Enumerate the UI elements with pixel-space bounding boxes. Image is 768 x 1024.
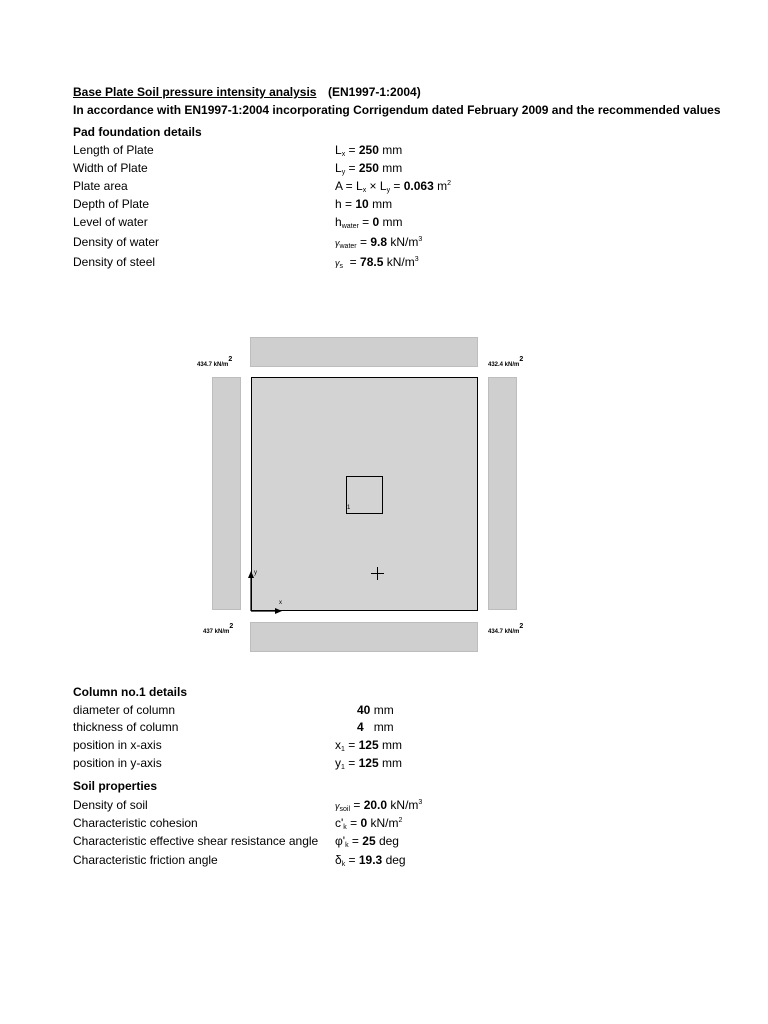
pressure-bar-left <box>212 377 241 610</box>
corner-pressure-bottom-left: 437 kN/m2 <box>203 623 234 635</box>
label-width: Width of Plate <box>73 161 148 175</box>
label-soil-density: Density of soil <box>73 798 148 812</box>
standard-ref: (EN1997-1:2004) <box>328 85 421 99</box>
value-friction-angle: $\delta_k = 19.3$ deg <box>335 853 406 868</box>
value-water-level: $h_{water} = 0$ mm <box>335 215 403 230</box>
label-water-level: Level of water <box>73 215 148 229</box>
label-length: Length of Plate <box>73 143 154 157</box>
pressure-bar-bottom <box>250 622 478 652</box>
soil-heading: Soil properties <box>73 779 158 793</box>
value-soil-density: $\gamma_{soil} = 20.0$ $kN/m^3$ <box>335 798 423 813</box>
pressure-bar-top <box>250 337 478 367</box>
label-column-diameter: diameter of column <box>73 703 176 717</box>
label-area: Plate area <box>73 179 128 193</box>
value-length: $L_x = 250$ mm <box>335 143 403 158</box>
value-cohesion: $c'_k = 0$ $kN/m^2$ <box>335 816 403 831</box>
axis-x-label: x <box>279 600 282 606</box>
value-shear-angle: $\varphi'_k = 25$ deg <box>335 834 399 849</box>
label-steel-density: Density of steel <box>73 255 156 269</box>
value-column-thickness: 4 mm <box>357 720 394 734</box>
centroid-cross-icon <box>371 567 384 580</box>
value-area: $A = L_x \times L_y = 0.063$ $m^2$ <box>335 179 452 194</box>
corner-pressure-bottom-right: 434.7 kN/m2 <box>488 623 524 635</box>
label-position-y: position in y-axis <box>73 756 162 770</box>
label-position-x: position in x-axis <box>73 738 162 752</box>
value-position-x: $x_1 = 125$ mm <box>335 738 402 753</box>
corner-pressure-top-right: 432.4 kN/m2 <box>488 356 524 368</box>
label-shear-angle: Characteristic effective shear resistance angle <box>73 834 319 848</box>
value-width: $L_y = 250$ mm <box>335 161 403 176</box>
pad-heading: Pad foundation details <box>73 125 202 139</box>
axes-icon <box>240 565 300 617</box>
axis-y-label: y <box>254 570 257 576</box>
label-friction-angle: Characteristic friction angle <box>73 853 218 867</box>
label-depth: Depth of Plate <box>73 197 150 211</box>
label-cohesion: Characteristic cohesion <box>73 816 198 830</box>
page-title: Base Plate Soil pressure intensity analysis <box>73 85 317 99</box>
corner-pressure-top-left: 434.7 kN/m2 <box>197 356 233 368</box>
column-id-label: 1 <box>347 505 351 511</box>
page-subtitle: In accordance with EN1997-1:2004 incorporating Corrigendum dated February 2009 and the recommended values <box>73 103 721 117</box>
value-column-diameter: 40 mm <box>357 703 394 717</box>
column-heading: Column no.1 details <box>73 685 188 699</box>
label-water-density: Density of water <box>73 235 160 249</box>
pressure-bar-right <box>488 377 517 610</box>
column-outline <box>346 476 383 514</box>
value-depth: h = 10 mm <box>335 197 393 211</box>
value-position-y: $y_1 = 125$ mm <box>335 756 402 771</box>
value-steel-density: $\gamma_s = 78.5$ $kN/m^3$ <box>335 255 419 270</box>
label-column-thickness: thickness of column <box>73 720 179 734</box>
value-water-density: $\gamma_{water} = 9.8$ $kN/m^3$ <box>335 235 423 250</box>
